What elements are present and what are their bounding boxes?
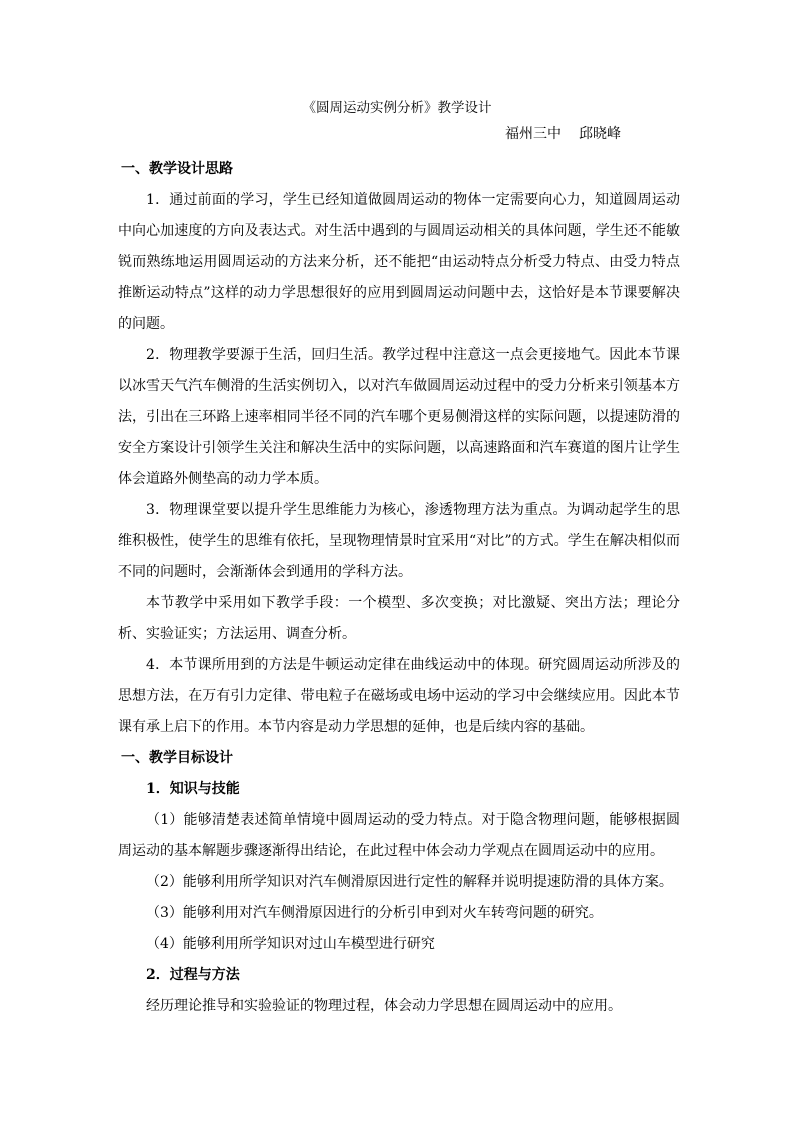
author-line (505, 124, 621, 144)
document-title: 《圆周运动实例分析》教学设计 (302, 100, 492, 116)
paragraph: 本节教学中采用如下教学手段：一个模型、多次变换；对比激疑、突出方法；理论分析、实验证实；方法运用、调查分析。 (118, 595, 680, 642)
objective-item: （4）能够利用所学知识对过山车模型进行研究 (146, 936, 435, 952)
paragraph: 2．物理教学要源于生活，回归生活。教学过程中注意这一点会更接地气。因此本节课以冰雪天气汽车侧滑的生活实例切入，以对汽车做圆周运动过程中的受力分析来引领基本方法，引出在三环路上速率相同半径不同的汽车哪个更易侧滑这样的实际问题，以提速防滑的安全方案设计引领学生关注和解决生活中的实际问题，以高速路面和汽车赛道的图片让学生体会道路外侧垫高的动力学本质。 (118, 347, 680, 487)
paragraph: 4．本节课所用到的方法是牛顿运动定律在曲线运动中的体现。研究圆周运动所涉及的思想方法，在万有引力定律、带电粒子在磁场或电场中运动的学习中会继续应用。因此本节课有承上启下的作用。本节内容是动力学思想的延伸，也是后续内容的基础。 (118, 657, 680, 735)
objective-item: 经历理论推导和实验验证的物理过程，体会动力学思想在圆周运动中的应用。 (146, 998, 622, 1014)
objective-item: （1）能够清楚表述简单情境中圆周运动的受力特点。对于隐含物理问题，能够根据圆周运动的基本解题步骤逐渐得出结论，在此过程中体会动力学观点在圆周运动中的应用。 (118, 812, 680, 859)
section-heading-design-ideas: 一、教学设计思路 (121, 161, 233, 177)
subsection-heading-knowledge-skills: 1．知识与技能 (146, 781, 240, 797)
objective-item: （3）能够利用对汽车侧滑原因进行的分析引申到对火车转弯问题的研究。 (146, 905, 603, 921)
section-heading-objectives: 一、教学目标设计 (121, 750, 233, 766)
author-school: 福州三中 (505, 126, 561, 142)
author-name: 邱晓峰 (579, 126, 621, 142)
subsection-heading-process-methods: 2．过程与方法 (146, 967, 240, 983)
paragraph: 3．物理课堂要以提升学生思维能力为核心，渗透物理方法为重点。为调动起学生的思维积极性，使学生的思维有依托，呈现物理情景时宜采用“对比”的方式。学生在解决相似而不同的问题时，会渐渐体会到通用的学科方法。 (118, 502, 680, 580)
document-body (118, 154, 680, 1022)
paragraph: 1．通过前面的学习，学生已经知道做圆周运动的物体一定需要向心力，知道圆周运动中向心加速度的方向及表达式。对生活中遇到的与圆周运动相关的具体问题，学生还不能敏锐而熟练地运用圆周运动的方法来分析，还不能把“由运动特点分析受力特点、由受力特点推断运动特点”这样的动力学思想很好的应用到圆周运动问题中去，这恰好是本节课要解决的问题。 (118, 192, 680, 332)
objective-item: （2）能够利用所学知识对汽车侧滑原因进行定性的解释并说明提速防滑的具体方案。 (146, 874, 673, 890)
